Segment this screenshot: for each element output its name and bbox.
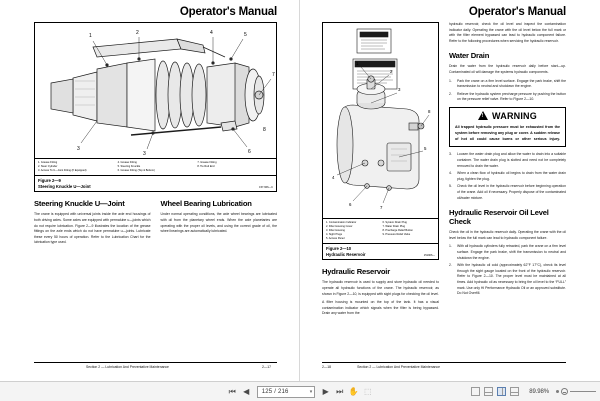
legend-column-3 [197,161,273,173]
left-page-columns [34,192,277,249]
figure-code: 151906— [423,253,435,257]
heading-steering-knuckle-u-joint: Steering Knuckle U—Joint [34,199,125,209]
warning-triangle-icon [478,111,488,120]
list-item: Loosen the water drain plug and allow the water to drain into a suitable container. The water drain plug is slotted and need not be completely removed to drain the water. [457,152,566,168]
zoom-min-dot [556,390,559,393]
svg-text:3: 3 [143,151,146,157]
list-item: When a clean flow of hydraulic oil begins to drain from the water drain plug, tighten the plug. [457,171,566,181]
figure-legend-hydraulic-reservoir [323,218,438,243]
list-water-drain-steps-1 [449,79,566,103]
list-oil-level-check-steps [449,244,566,296]
chevron-down-icon[interactable]: ▾ [309,388,313,395]
list-item: Check the oil level in the hydraulic reservoir before beginning operation of the crane. Add oil if necessary. Properly dispose of the contaminated oil/water mixture. [457,184,566,200]
zoom-level-value[interactable]: 89.98% [529,388,549,395]
figure-legend-steering-knuckle [35,158,276,175]
paragraph-wheel-bearing: Under normal operating conditions, the axle wheel bearings are lubricated with oil from the planetary wheel ends. When the axle planetaries are operating with the proper oil levels, and using the correct grade of oil, the wheel bearings are automatically lubricated. [160,212,277,234]
legend-item: 7. Grease Fitting [197,161,217,164]
legend-item: 6. Grease Fitting (Top & Bottom) [117,169,155,173]
svg-text:8: 8 [263,127,266,133]
paragraph-water-drain: Drain the water from the hydraulic reservoir daily before start—up. Contaminated oil will damage the systems hydraulic components. [449,64,566,74]
legend-column-1 [326,221,379,241]
legend-item: 6. System Drain Plug [382,221,407,224]
svg-text:7: 7 [380,205,383,210]
viewer-toolbar [0,381,600,401]
footer-page-number: 2—18 [322,365,332,369]
page-right[interactable] [300,0,588,381]
previous-page-icon[interactable]: ◀ [243,386,250,396]
svg-text:2: 2 [390,69,393,74]
legend-item: 2. Filter Housing Cover [326,225,353,229]
zoom-out-icon[interactable] [561,388,568,395]
warning-text: All trapped hydraulic pressure must be exhausted from the system before removing any plug or cover. A sudden release of hot oil could cause burns or other serious injury. [455,124,560,142]
zoom-slider[interactable] [556,388,596,395]
warning-title: WARNING [492,110,537,121]
heading-hydraulic-reservoir: Hydraulic Reservoir [322,267,390,277]
hydraulic-reservoir-illustration [323,23,438,218]
figure-title: Hydraulic Reservoir [326,251,366,257]
legend-item: 3. Access To U—Joint Fitting (If Equipped) [38,169,87,173]
last-page-icon[interactable]: ⏭ [336,386,344,396]
column-steering-knuckle [34,192,151,249]
figure-title: Steering Knuckle U—Joint [38,183,91,189]
footer-page-number: 2—17 [261,365,271,369]
page-number-value[interactable]: 125 / 216 [261,388,289,395]
figure-steering-knuckle [34,22,277,192]
view-single-page-icon[interactable] [471,387,480,396]
right-page-columns [322,22,566,320]
next-page-icon[interactable]: ▶ [322,386,329,396]
toolbar-view-group [471,387,596,396]
heading-oil-level-check: Hydraulic Reservoir Oil Level Check [449,208,549,227]
page-header-title-right: Operator's Manual [468,6,566,18]
figure-number: Figure 2—9 [38,178,61,184]
paragraph-intro-continued: hydraulic reservoir, check the oil level and inspect the contamination indicator daily. Operating the crane with the oil level below the full mark or with the filter element bypassed can lead to hydraulic component failure. Refer to the following procedures when servicing the hydraulic reservoir. [449,22,566,43]
list-item: Relieve the hydraulic system precharge pressure by pushing the button on the pressure relief valve. Refer to Figure 2—10. [457,91,566,102]
view-book-mode-icon[interactable] [510,387,519,396]
list-item: With all hydraulic cylinders fully retracted, park the crane on a firm level surface. Engage the park brake, shift the transmission to neutral and shutdown the engine. [457,244,566,260]
list-item: With the hydraulic oil cold (approximately 62°F 17°C), check its level through the sight gauge located on the front of the hydraulic reservoir. Refer to Figure 2—10. The proper level must be maintained at all times. Add hydraulic oil as necessary to bring the oil level to the “FULL” mark. Use only Hi Performance Hydraulic Oil or an approved substitute. Do Not Overfill. [457,263,566,296]
column-figure-hydraulic [322,22,439,320]
legend-item: 8. Precharge Relief Button [382,229,413,233]
select-tool-icon[interactable]: ⬚ [363,386,372,396]
svg-text:3: 3 [398,87,401,92]
svg-text:1: 1 [89,33,92,39]
first-page-icon[interactable]: ⏮ [228,386,236,396]
svg-text:7: 7 [272,72,275,78]
page-footer-right [322,362,566,369]
warning-header [455,111,560,121]
footer-section-text: Section 2 — Lubrication And Preventative Maintenance [357,365,440,369]
figure-caption-steering-knuckle [35,175,276,191]
zoom-slider-track[interactable] [570,391,596,392]
figure-artwork-hydraulic-reservoir [323,23,438,218]
paragraph-hydraulic-reservoir-1: The hydraulic reservoir is used to supply and store hydraulic oil needed to operate all hydraulic functions of the crane. The hydraulic reservoir, as shown in Figure 2—10, is equipped with sight plugs for checking the oil level. [322,280,439,296]
pan-tool-icon[interactable]: ✋ [348,386,359,396]
page-left[interactable] [12,0,300,381]
legend-item: 4. Sight Plugs [326,233,343,237]
figure-hydraulic-reservoir [322,22,439,260]
legend-item: 1. Grease Fitting [38,161,58,164]
footer-section-text: Section 2 — Lubrication And Preventative Maintenance [86,365,169,369]
heading-water-drain: Water Drain [449,51,490,61]
svg-text:5: 5 [244,32,247,38]
legend-item: 1. Contamination Indicator [326,221,357,224]
svg-text:6: 6 [248,149,251,155]
figure-caption-hydraulic-reservoir [323,243,438,259]
view-continuous-icon[interactable] [484,387,493,396]
legend-column-1 [38,161,114,173]
svg-text:8: 8 [428,109,431,114]
legend-column-2 [383,221,436,241]
figure-artwork-steering-knuckle [35,23,276,158]
page-footer-left [34,362,277,369]
page-number-input[interactable] [257,386,316,398]
paragraph-oil-level-check: Check the oil in the hydraulic reservoir daily. Operating the crane with the oil level below the full mark can lead to hydraulic component failure. [449,230,566,240]
legend-item: 5. Steering Knuckle [117,165,141,169]
svg-text:1: 1 [356,61,359,66]
paragraph-steering-knuckle: The crane is equipped with universal joints inside the axle end housings of both driving axles. Some axles are equipped with permalube u—joints which do not require lubrication. Figure 2—9 illustrates the location of the grease fittings on the axle ends which do not have permalube u—joints. Lubricate these every 50 hours of operation. Refer to the Lubrication Chart for the lubrication type used. [34,212,151,245]
svg-text:2: 2 [136,30,139,36]
legend-item: 9. Pressure Relief Valve [382,233,411,237]
svg-text:6: 6 [349,202,352,207]
svg-text:5: 5 [424,146,427,151]
legend-item: 4. Grease Fitting [117,161,137,164]
view-facing-pages-icon[interactable] [497,387,506,396]
warning-box [449,107,566,148]
figure-code: 157.666—C [259,185,273,189]
heading-wheel-bearing-lubrication: Wheel Bearing Lubrication [160,199,252,209]
paragraph-hydraulic-reservoir-2: A filter housing is mounted on the top of the tank. It has a visual contamination indicator which signals when the filter is being bypassed. Drain any water from the [322,300,439,316]
legend-item: 7. Water Drain Plug [382,225,406,229]
svg-text:3: 3 [77,146,80,152]
page-header-title-left: Operator's Manual [179,6,277,18]
list-water-drain-steps-2 [449,152,566,201]
column-water-drain [449,22,566,299]
legend-item: 8. Tie Rod End [197,165,215,169]
steering-knuckle-illustration [35,23,276,158]
legend-column-2 [118,161,194,173]
svg-text:4: 4 [332,175,335,180]
svg-text:4: 4 [210,30,213,36]
legend-item: 3. Filter Housing [326,229,345,233]
legend-item: 2. Steer Cylinder [38,165,58,169]
legend-item: 5. Access Panel [326,237,345,241]
figure-number: Figure 2—10 [326,246,352,252]
list-item: Park the crane on a firm level surface. Engage the park brake, shift the transmission to neutral and shutdown the engine. [457,78,566,89]
column-wheel-bearing [161,192,278,249]
